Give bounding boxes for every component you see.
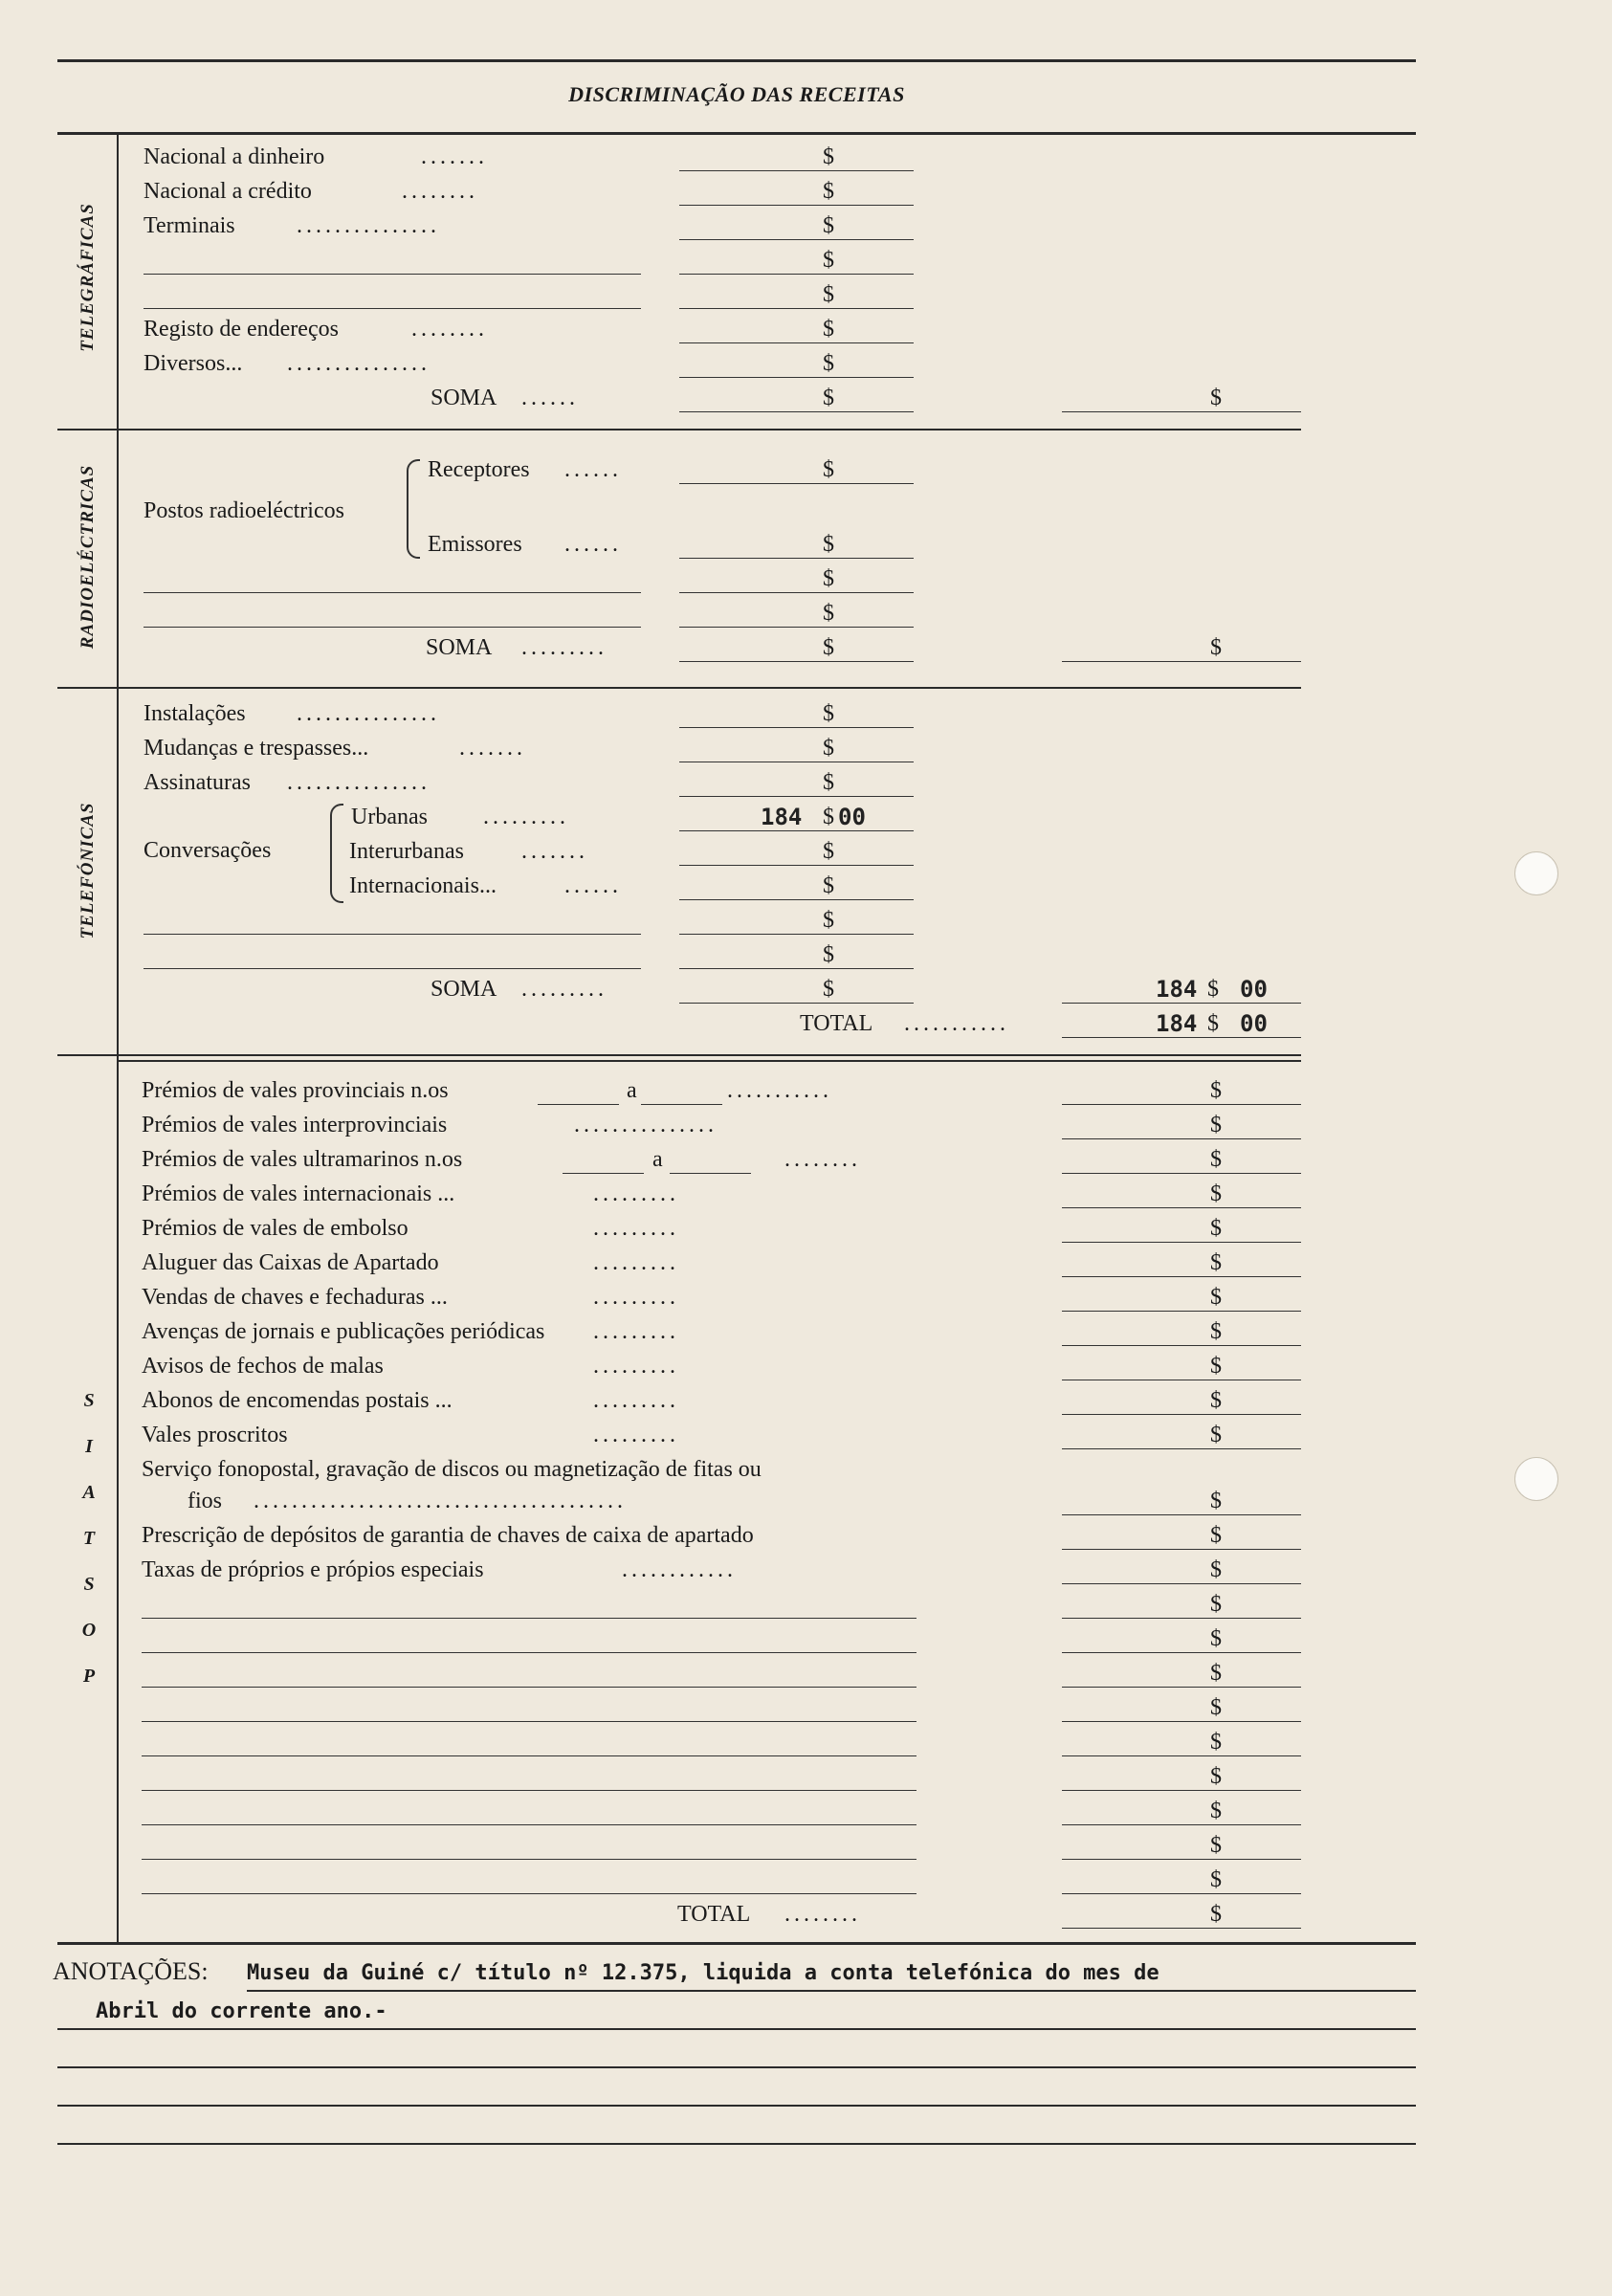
amount-line bbox=[1062, 1652, 1301, 1653]
currency-sign: $ bbox=[1210, 1661, 1222, 1686]
amount-line bbox=[1062, 1311, 1301, 1312]
amount-line bbox=[679, 899, 914, 900]
row-interurbanas bbox=[0, 836, 1612, 871]
label: Interurbanas bbox=[349, 839, 464, 864]
label-line bbox=[144, 274, 641, 275]
label: Urbanas bbox=[351, 805, 428, 829]
row-soma-telegraficas bbox=[0, 383, 1612, 417]
postais-row bbox=[0, 1385, 1612, 1420]
label: Emissores bbox=[428, 532, 522, 557]
row-vales-provinciais bbox=[0, 1075, 1612, 1110]
currency-sign: $ bbox=[1210, 1799, 1222, 1823]
currency-sign: $ bbox=[1210, 1523, 1222, 1548]
row-receptores bbox=[0, 454, 1612, 489]
row-fonopostal-cont bbox=[0, 1486, 1612, 1520]
leader-dots: ........... bbox=[904, 1011, 1009, 1036]
leader-dots: ...... bbox=[521, 386, 579, 410]
amount-line bbox=[679, 170, 914, 171]
label-line bbox=[144, 627, 641, 628]
leader-dots: ......... bbox=[593, 1354, 679, 1379]
anotacoes-rule bbox=[57, 2028, 1416, 2030]
label-line bbox=[144, 968, 641, 969]
currency-sign: $ bbox=[823, 213, 834, 238]
currency-sign: $ bbox=[823, 908, 834, 933]
currency-sign: $ bbox=[823, 805, 834, 829]
section-divider bbox=[57, 1054, 1301, 1056]
amount-line bbox=[1062, 1928, 1301, 1929]
leader-dots: ......... bbox=[593, 1181, 679, 1206]
currency-sign: $ bbox=[823, 635, 834, 660]
leader-dots: ............... bbox=[297, 701, 440, 726]
amount-line bbox=[679, 205, 914, 206]
label: Prémios de vales ultramarinos n.os bbox=[142, 1147, 463, 1172]
currency-sign: $ bbox=[1210, 1216, 1222, 1241]
currency-sign: $ bbox=[1210, 1147, 1222, 1172]
currency-sign: $ bbox=[823, 532, 834, 557]
amount-line bbox=[679, 377, 914, 378]
label-line bbox=[142, 1755, 916, 1756]
label-line bbox=[142, 1790, 916, 1791]
anotacoes-rule bbox=[57, 2066, 1416, 2068]
form-page: DISCRIMINAÇÃO DAS RECEITAS TELEGRÁFICAS Nacional a dinheiro ....... $ Nacional a crédito ........ $ Terminais ............... $ $ $ Registo de endereços ........ $ Diversos... ............... $ SOMA ...... $ $ RADIOELÉCTRICAS Receptores ...... $ Postos radioeléctricos Emissores ...... $ $ $ SOMA ......... $ $ TELEFÓNICAS Instalações ............... $ Mudanças e trespasses... ....... $ Assinaturas ............... $ Urbanas ......... 184 $ 00 Conversações Interurbanas ....... $ Internacionais... ...... $ $ $ SOMA ......... $ 184 $ 00 TOTAL ........... 184 $ 00 S I A T S O P Prémios de vales provinciais n.os a ........... $ Prémios de vales interprovinciais ............... $ Prémios de vales ultramarinos n.os a ........ $ Prémios de vales internacionais ... ......... $ Prémios de vales de embolso ......... $ Aluguer das Caixas de Apartado ......... $ Vendas de chaves e fechaduras ... ......... $ Avenças de jornais e publicações periódicas ......... $ Avisos de fechos de malas ......... $ Abonos de encomendas postais ... ......... $ Vales proscritos ......... $ Serviço fonopostal, gravação de discos ou magnetização de fitas ou fios ....................................... $ Prescrição de depósitos de garantia de chaves de caixa de apartado $ Taxas de próprios e própios especiais ............ $ $ $ $ $ $ $ $ $ $ TOTAL ........ $ ANOTAÇÕES: Museu da Guiné c/ título nº 12.375, liquida a conta telefónica do mes de Abril do corrente ano.- bbox=[0, 0, 1612, 2296]
amount-line bbox=[679, 308, 914, 309]
amount-line bbox=[1062, 1790, 1301, 1791]
currency-sign: $ bbox=[1210, 1557, 1222, 1582]
postais-blank-row bbox=[0, 1727, 1612, 1761]
leader-dots: ......... bbox=[593, 1250, 679, 1275]
currency-sign: $ bbox=[1210, 1319, 1222, 1344]
currency-sign: $ bbox=[1210, 1695, 1222, 1720]
amount-line bbox=[679, 483, 914, 484]
conversacoes-label: Conversações bbox=[144, 838, 272, 863]
row-soma-radioelectricas bbox=[0, 632, 1612, 667]
label-line bbox=[144, 592, 641, 593]
label: Instalações bbox=[144, 701, 246, 726]
amount-line bbox=[679, 274, 914, 275]
row-fonopostal bbox=[0, 1454, 1612, 1489]
amount-line bbox=[679, 796, 914, 797]
soma-label: SOMA bbox=[431, 977, 497, 1002]
amount-line bbox=[679, 239, 914, 240]
label: Registo de endereços bbox=[144, 317, 339, 342]
postais-row bbox=[0, 1213, 1612, 1247]
anotacoes-line-2: Abril do corrente ano.- bbox=[96, 1999, 387, 2023]
label: Taxas de próprios e própios especiais bbox=[142, 1557, 484, 1582]
currency-sign: $ bbox=[1210, 1867, 1222, 1892]
amount-line bbox=[679, 592, 914, 593]
label: Aluguer das Caixas de Apartado bbox=[142, 1250, 439, 1275]
leader-dots: ......... bbox=[521, 977, 607, 1002]
leader-dots: ........... bbox=[727, 1078, 832, 1103]
document-title: DISCRIMINAÇÃO DAS RECEITAS bbox=[568, 82, 905, 106]
amount-line bbox=[1062, 1893, 1301, 1894]
currency-sign: $ bbox=[1207, 1011, 1219, 1036]
currency-sign: $ bbox=[1210, 1113, 1222, 1137]
a-label: a bbox=[627, 1078, 637, 1103]
label-line bbox=[142, 1721, 916, 1722]
currency-sign: $ bbox=[1210, 1285, 1222, 1310]
leader-dots: ......... bbox=[483, 805, 569, 829]
row-blank bbox=[0, 245, 1612, 279]
row-emissores bbox=[0, 529, 1612, 563]
row-vales-interprovinciais bbox=[0, 1110, 1612, 1144]
currency-sign: $ bbox=[1210, 1423, 1222, 1447]
title-rule bbox=[57, 132, 1416, 135]
label: Prémios de vales internacionais ... bbox=[142, 1181, 455, 1206]
leader-dots: ........ bbox=[402, 179, 478, 204]
currency-sign: $ bbox=[823, 282, 834, 307]
currency-sign: $ bbox=[823, 601, 834, 626]
label: Assinaturas bbox=[144, 770, 251, 795]
bottom-rule bbox=[57, 1942, 1416, 1945]
currency-sign: $ bbox=[823, 736, 834, 761]
label: Receptores bbox=[428, 457, 530, 482]
currency-sign: $ bbox=[1210, 1250, 1222, 1275]
leader-dots: ......... bbox=[593, 1285, 679, 1310]
currency-sign: $ bbox=[823, 386, 834, 410]
label: Vendas de chaves e fechaduras ... bbox=[142, 1285, 448, 1310]
row-instalacoes bbox=[0, 698, 1612, 733]
amount-line bbox=[1062, 1859, 1301, 1860]
label: Avisos de fechos de malas bbox=[142, 1354, 384, 1379]
row-terminais bbox=[0, 210, 1612, 245]
amount-line bbox=[1062, 1755, 1301, 1756]
currency-sign: $ bbox=[823, 457, 834, 482]
currency-sign: $ bbox=[823, 977, 834, 1002]
number-line bbox=[670, 1173, 751, 1174]
anotacoes-label: ANOTAÇÕES: bbox=[53, 1957, 209, 1985]
amount-line bbox=[679, 727, 914, 728]
anotacoes-line-1: Museu da Guiné c/ título nº 12.375, liquida a conta telefónica do mes de bbox=[247, 1961, 1159, 1985]
label-line bbox=[142, 1859, 916, 1860]
currency-sign: $ bbox=[823, 144, 834, 169]
label: Internacionais... bbox=[349, 873, 497, 898]
row-registo-enderecos bbox=[0, 314, 1612, 348]
leader-dots: ............ bbox=[622, 1557, 737, 1582]
label: Vales proscritos bbox=[142, 1423, 288, 1447]
leader-dots: ......... bbox=[593, 1319, 679, 1344]
leader-dots: ....... bbox=[421, 144, 488, 169]
currency-sign: $ bbox=[1210, 1354, 1222, 1379]
amount-line bbox=[1062, 1824, 1301, 1825]
total-label: TOTAL bbox=[800, 1011, 873, 1036]
a-label: a bbox=[652, 1147, 663, 1172]
total-amount: 184 bbox=[1156, 1010, 1198, 1037]
label: Prémios de vales de embolso bbox=[142, 1216, 409, 1241]
currency-sign: $ bbox=[1210, 1489, 1222, 1513]
amount-line bbox=[1062, 1104, 1301, 1105]
amount-line bbox=[1062, 1514, 1301, 1515]
amount-line bbox=[679, 968, 914, 969]
currency-sign: $ bbox=[823, 839, 834, 864]
row-vales-ultramarinos bbox=[0, 1144, 1612, 1179]
number-line bbox=[563, 1173, 644, 1174]
label-line bbox=[142, 1893, 916, 1894]
currency-sign: $ bbox=[1210, 1764, 1222, 1789]
postais-blank-row bbox=[0, 1589, 1612, 1623]
amount-line bbox=[679, 627, 914, 628]
leader-dots: ........ bbox=[411, 317, 488, 342]
row-internacionais bbox=[0, 871, 1612, 905]
leader-dots: ............... bbox=[574, 1113, 718, 1137]
amount-line bbox=[1062, 1276, 1301, 1277]
row-nacional-credito bbox=[0, 176, 1612, 210]
row-blank bbox=[0, 905, 1612, 939]
leader-dots: ......... bbox=[593, 1423, 679, 1447]
label: Abonos de encomendas postais ... bbox=[142, 1388, 453, 1413]
label-line bbox=[144, 934, 641, 935]
postais-row bbox=[0, 1420, 1612, 1454]
postais-blank-row bbox=[0, 1761, 1612, 1796]
postais-blank-row bbox=[0, 1692, 1612, 1727]
row-blank bbox=[0, 939, 1612, 974]
section-divider bbox=[57, 429, 1301, 430]
leader-dots: ......... bbox=[521, 635, 607, 660]
anotacoes-rule bbox=[57, 2143, 1416, 2145]
currency-sign: $ bbox=[823, 701, 834, 726]
amount-line bbox=[679, 934, 914, 935]
leader-dots: ...... bbox=[564, 457, 622, 482]
currency-sign: $ bbox=[1210, 1592, 1222, 1617]
currency-sign: $ bbox=[1207, 977, 1219, 1002]
row-assinaturas bbox=[0, 767, 1612, 802]
amount-line bbox=[1062, 1549, 1301, 1550]
urbanas-amount: 184 bbox=[761, 804, 803, 830]
postais-row bbox=[0, 1316, 1612, 1351]
label-line bbox=[142, 1618, 916, 1619]
amount-line bbox=[1062, 1173, 1301, 1174]
amount-line bbox=[679, 865, 914, 866]
amount-line bbox=[1062, 1583, 1301, 1584]
row-total-telefonicas bbox=[0, 1008, 1612, 1043]
row-mudancas-trespasses bbox=[0, 733, 1612, 767]
amount-line bbox=[1062, 1414, 1301, 1415]
leader-dots: ......... bbox=[593, 1216, 679, 1241]
currency-sign: $ bbox=[1210, 1388, 1222, 1413]
postais-row bbox=[0, 1282, 1612, 1316]
label-line bbox=[142, 1652, 916, 1653]
postais-blank-row bbox=[0, 1796, 1612, 1830]
currency-sign: $ bbox=[1210, 635, 1222, 660]
punch-hole bbox=[1514, 1457, 1558, 1501]
label-line bbox=[142, 1687, 916, 1688]
amount-line bbox=[1062, 1242, 1301, 1243]
row-diversos bbox=[0, 348, 1612, 383]
leader-dots: ........ bbox=[784, 1902, 861, 1927]
leader-dots: ....... bbox=[459, 736, 526, 761]
amount-line bbox=[1062, 1138, 1301, 1139]
label-line bbox=[144, 308, 641, 309]
section-divider-double bbox=[117, 1060, 1301, 1062]
section-label-postais: S I A T S O P bbox=[81, 1390, 97, 1687]
leader-dots: ...... bbox=[564, 532, 622, 557]
postais-row bbox=[0, 1247, 1612, 1282]
row-blank bbox=[0, 279, 1612, 314]
amount-line bbox=[1062, 1687, 1301, 1688]
currency-sign: $ bbox=[1210, 1833, 1222, 1858]
top-rule bbox=[57, 59, 1416, 62]
row-nacional-dinheiro bbox=[0, 142, 1612, 176]
label: Avenças de jornais e publicações periódicas bbox=[142, 1319, 545, 1344]
label: fios bbox=[188, 1489, 222, 1513]
label: Prescrição de depósitos de garantia de chaves de caixa de apartado bbox=[142, 1523, 754, 1548]
currency-sign: $ bbox=[1210, 1902, 1222, 1927]
row-total-postais bbox=[0, 1899, 1612, 1933]
leader-dots: ....................................... bbox=[254, 1489, 627, 1513]
label: Prémios de vales interprovinciais bbox=[142, 1113, 448, 1137]
row-blank bbox=[0, 598, 1612, 632]
amount-line bbox=[679, 411, 914, 412]
soma-label: SOMA bbox=[431, 386, 497, 410]
total-amount-line bbox=[1062, 411, 1301, 412]
currency-sign: $ bbox=[823, 248, 834, 273]
currency-sign: $ bbox=[823, 351, 834, 376]
currency-sign: $ bbox=[823, 566, 834, 591]
postos-radioelectricos-label: Postos radioeléctricos bbox=[144, 498, 344, 523]
amount-line bbox=[1062, 1345, 1301, 1346]
label: Nacional a crédito bbox=[144, 179, 312, 204]
number-line bbox=[641, 1104, 722, 1105]
currency-sign: $ bbox=[1210, 1626, 1222, 1651]
amount-line bbox=[1062, 1448, 1301, 1449]
currency-sign: $ bbox=[823, 873, 834, 898]
leader-dots: ....... bbox=[521, 839, 588, 864]
soma-amount: 184 bbox=[1156, 976, 1198, 1003]
postais-blank-row bbox=[0, 1865, 1612, 1899]
section-divider bbox=[57, 687, 1301, 689]
label-line bbox=[142, 1824, 916, 1825]
label: Terminais bbox=[144, 213, 235, 238]
postais-blank-row bbox=[0, 1658, 1612, 1692]
soma-label: SOMA bbox=[426, 635, 493, 660]
label: Prémios de vales provinciais n.os bbox=[142, 1078, 449, 1103]
total-cents: 00 bbox=[1240, 1010, 1268, 1037]
urbanas-cents: 00 bbox=[838, 804, 866, 830]
currency-sign: $ bbox=[1210, 1730, 1222, 1755]
amount-line bbox=[1062, 1207, 1301, 1208]
leader-dots: ........ bbox=[784, 1147, 861, 1172]
leader-dots: ...... bbox=[564, 873, 622, 898]
row-soma-telefonicas bbox=[0, 974, 1612, 1008]
currency-sign: $ bbox=[1210, 1078, 1222, 1103]
currency-sign: $ bbox=[823, 317, 834, 342]
currency-sign: $ bbox=[1210, 386, 1222, 410]
leader-dots: ............... bbox=[287, 351, 431, 376]
label: Mudanças e trespasses... bbox=[144, 736, 369, 761]
total-amount-line bbox=[1062, 661, 1301, 662]
number-line bbox=[538, 1104, 619, 1105]
currency-sign: $ bbox=[823, 770, 834, 795]
punch-hole bbox=[1514, 851, 1558, 895]
leader-dots: ............... bbox=[297, 213, 440, 238]
row-urbanas bbox=[0, 802, 1612, 836]
postais-blank-row bbox=[0, 1830, 1612, 1865]
postais-row bbox=[0, 1179, 1612, 1213]
total-label: TOTAL bbox=[677, 1902, 751, 1927]
postais-blank-row bbox=[0, 1623, 1612, 1658]
row-prescricao bbox=[0, 1520, 1612, 1555]
amount-line bbox=[1062, 1618, 1301, 1619]
postais-row bbox=[0, 1351, 1612, 1385]
amount-line bbox=[1062, 1721, 1301, 1722]
row-blank bbox=[0, 563, 1612, 598]
amount-line bbox=[679, 661, 914, 662]
currency-sign: $ bbox=[823, 942, 834, 967]
amount-line bbox=[679, 342, 914, 343]
currency-sign: $ bbox=[823, 179, 834, 204]
row-taxas bbox=[0, 1555, 1612, 1589]
anotacoes-rule bbox=[57, 2105, 1416, 2107]
currency-sign: $ bbox=[1210, 1181, 1222, 1206]
amount-line bbox=[679, 558, 914, 559]
anotacoes-rule bbox=[247, 1990, 1416, 1992]
amount-line bbox=[679, 1003, 914, 1004]
label: Serviço fonopostal, gravação de discos ou magnetização de fitas ou bbox=[142, 1457, 762, 1482]
leader-dots: ............... bbox=[287, 770, 431, 795]
leader-dots: ......... bbox=[593, 1388, 679, 1413]
label: Diversos... bbox=[144, 351, 243, 376]
soma-cents: 00 bbox=[1240, 976, 1268, 1003]
label: Nacional a dinheiro bbox=[144, 144, 325, 169]
